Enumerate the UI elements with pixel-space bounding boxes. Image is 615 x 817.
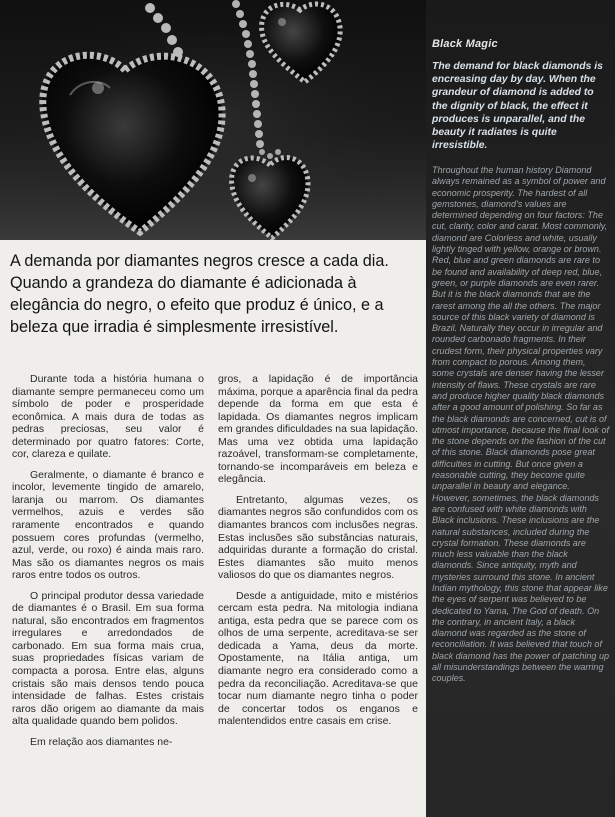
column1-paragraph: O principal produtor dessa variedade de diamantes é o Brasil. Em sua forma natural, são encontrados em fragmentos irregulares e arredondados de carbonado. Em sua forma mais crua, suas propriedades físicas variam de compacta a porosa. Entre elas, alguns cristais são mais densos tendo pouca intensidade de falhas. Estes cristais raros dão origem ao diamante da mais alta qualidade quando bem polidos.: [12, 589, 204, 728]
sidebar-title: Black Magic: [432, 38, 498, 50]
column1-paragraph: Durante toda a história humana o diamante sempre permaneceu como um símbolo de poder e prosperidade econômica. A mais dura de todas as pedras preciosas, seu valor é determinado por quatro fatores: Corte, cor, clareza e quilate.: [12, 373, 204, 461]
body-column-2: [218, 373, 418, 736]
column2-paragraph: Entretanto, algumas vezes, os diamantes negros são confundidos com os diamantes brancos com inclusões negras. Estas inclusões são substâncias naturais, adquiridas durante a formação do cristal. Estes diamantes são muito menos valiosos do que os diamantes negros.: [218, 493, 418, 582]
lead-paragraph: [10, 250, 415, 338]
jewelry-illustration: [0, 0, 426, 240]
body-column-1: [12, 373, 204, 756]
black-diamond-jewelry-photo: [0, 0, 426, 240]
column1-paragraph: Geralmente, o diamante é branco e incolor, levemente tingido de amarelo, laranja ou marrom. Os diamantes vermelhos, azuis e verdes são raramente encontrados e quando possuem cores profundas (vermelho, azul, verde, ou roxo) é ainda mais raro. Mas são os diamantes negros os mais raros entre todos os outros.: [12, 468, 204, 582]
sidebar-body-text: Throughout the human history Diamond always remained as a symbol of power and economic prosperity. The hardest of all gemstones, diamond's values are determined depending on four factors: The cut, clarity, color and carat. Most commonly, diamond are Colorless and white, usually lightly tinged with yellow, orange or brown. Red, blue and green diamonds are rare to be found and availability of deep red, blue, green, or purple diamonds are even rarer. But it is the black diamonds that are the rarest among the all the others. The major source of this black variety of diamond is Brazil. Naturally they occur in irregular and rounded carbonado fragments. In their crudest form, their physical properties vary from compact to porous. Among them, some crystals are denser having the lesser intensity of flaws. These crystals are rare and produce higher quality black diamonds after a good amount of polishing. So far as the black diamonds are concerned, cut is of utmost importance, because the final look of the stone depends on the fashion of the cut of this stone. Black diamonds pose great difficulties in cutting. But once given a reasonable cutting, they become quite unparallel in beauty and elegance. However, sometimes, the black diamonds are confused with white diamonds with Black inclusions. These inclusions are the natural substances, included during the crystal formation. These diamonds are much less valuable than the black diamonds. Since antiquity, myth and mysteries surround this stone. In ancient Indian mythology, this stone that appear like the eyes of serpent was believed to be dedicated to Yama, The God of death. On the contrary, in ancient Italy, a black diamond was regarded as the stone of reconciliation. It was believed that touch of black diamond has the power of patching up all misunderstandings between the warring couples.: [432, 165, 610, 684]
column1-paragraph: Em relação aos diamantes ne-: [30, 735, 173, 748]
column2-paragraph: Desde a antiguidade, mito e mistérios cercam esta pedra. Na mitologia indiana antiga, esta pedra que se parece com os olhos de uma serpente, acreditava-se ser dedicada a Yama, deus da morte. Opostamente, na Itália antiga, um diamante negro era considerado como a pedra da reconciliação. Acreditava-se que tocar num diamante negro tinha o poder de concertar todos os enganos e malentendidos entre casais em crise.: [218, 589, 418, 728]
sidebar-lead: The demand for black diamonds is encreasing day by day. When the grandeur of diamond is added to the dignity of black, the effect it produces is unparallel, and the beauty it radiates is quite irresistible.: [432, 61, 603, 152]
sidebar-body: [432, 165, 610, 685]
lead-text: A demanda por diamantes negros cresce a cada dia. Quando a grandeza do diamante é adicionada à elegância do negro, o efeito que produz é único, e a beleza que irradia é simplesmente irresistível.: [10, 252, 389, 336]
column2-paragraph: gros, a lapidação é de importância máxima, porque a aparência final da pedra depende da forma em que esta é lapidada. Os diamantes negros implicam em grandes dificuldades na sua lapidação. Mas uma vez obtida uma lapidação razoável, transformam-se completamente, tornando-se incomparáveis em beleza e elegância.: [218, 373, 418, 486]
